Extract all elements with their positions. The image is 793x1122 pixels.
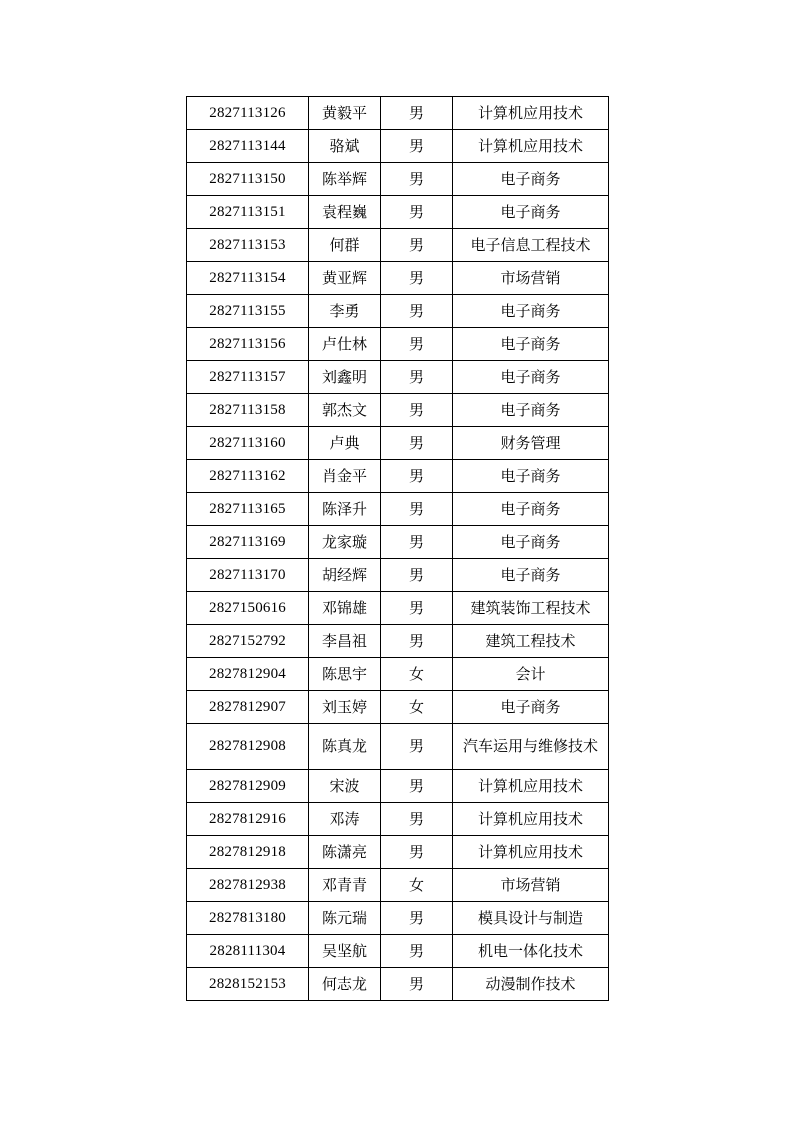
student-id-cell: 2827150616 (187, 592, 309, 625)
table-row (187, 460, 609, 493)
student-id-cell: 2827152792 (187, 625, 309, 658)
table-row (187, 493, 609, 526)
student-major-cell: 电子商务 (453, 361, 609, 394)
student-id-cell: 2827113126 (187, 97, 309, 130)
student-id-cell: 2828111304 (187, 935, 309, 968)
table-row (187, 770, 609, 803)
student-name-cell: 卢典 (309, 427, 381, 460)
table-row (187, 97, 609, 130)
student-id-cell: 2827113157 (187, 361, 309, 394)
table-row (187, 625, 609, 658)
table-row (187, 559, 609, 592)
student-major-cell: 电子商务 (453, 526, 609, 559)
student-id-cell: 2827113150 (187, 163, 309, 196)
student-name-cell: 邓涛 (309, 803, 381, 836)
student-major-cell: 电子商务 (453, 691, 609, 724)
student-name-cell: 陈举辉 (309, 163, 381, 196)
student-gender-cell: 男 (381, 803, 453, 836)
table-row (187, 130, 609, 163)
student-gender-cell: 男 (381, 295, 453, 328)
student-name-cell: 邓锦雄 (309, 592, 381, 625)
student-name-cell: 陈元瑞 (309, 902, 381, 935)
student-gender-cell: 男 (381, 196, 453, 229)
student-major-cell: 电子商务 (453, 559, 609, 592)
table-row (187, 196, 609, 229)
table-row (187, 658, 609, 691)
student-id-cell: 2827113162 (187, 460, 309, 493)
student-gender-cell: 男 (381, 493, 453, 526)
table-row (187, 163, 609, 196)
student-gender-cell: 男 (381, 770, 453, 803)
student-gender-cell: 女 (381, 691, 453, 724)
student-major-cell: 模具设计与制造 (453, 902, 609, 935)
table-row (187, 295, 609, 328)
student-name-cell: 李昌祖 (309, 625, 381, 658)
student-gender-cell: 男 (381, 130, 453, 163)
student-major-cell: 汽车运用与维修技术 (453, 724, 609, 770)
student-name-cell: 陈泽升 (309, 493, 381, 526)
student-id-cell: 2827812909 (187, 770, 309, 803)
student-gender-cell: 男 (381, 262, 453, 295)
student-major-cell: 电子商务 (453, 163, 609, 196)
student-id-cell: 2827113165 (187, 493, 309, 526)
student-name-cell: 陈思宇 (309, 658, 381, 691)
student-gender-cell: 男 (381, 902, 453, 935)
student-id-cell: 2827113169 (187, 526, 309, 559)
student-gender-cell: 男 (381, 460, 453, 493)
student-name-cell: 胡经辉 (309, 559, 381, 592)
student-name-cell: 陈潇亮 (309, 836, 381, 869)
student-major-cell: 电子商务 (453, 394, 609, 427)
table-row (187, 328, 609, 361)
student-major-cell: 电子商务 (453, 328, 609, 361)
student-name-cell: 吴坚航 (309, 935, 381, 968)
student-major-cell: 电子商务 (453, 460, 609, 493)
student-gender-cell: 男 (381, 935, 453, 968)
student-gender-cell: 男 (381, 427, 453, 460)
student-id-cell: 2827113156 (187, 328, 309, 361)
student-gender-cell: 男 (381, 97, 453, 130)
student-name-cell: 刘玉婷 (309, 691, 381, 724)
student-id-cell: 2827812916 (187, 803, 309, 836)
student-id-cell: 2827113158 (187, 394, 309, 427)
student-major-cell: 建筑工程技术 (453, 625, 609, 658)
student-name-cell: 卢仕林 (309, 328, 381, 361)
student-id-cell: 2827113144 (187, 130, 309, 163)
student-name-cell: 骆斌 (309, 130, 381, 163)
student-id-cell: 2828152153 (187, 968, 309, 1001)
student-major-cell: 会计 (453, 658, 609, 691)
student-id-cell: 2827113153 (187, 229, 309, 262)
student-id-cell: 2827113151 (187, 196, 309, 229)
student-major-cell: 机电一体化技术 (453, 935, 609, 968)
student-id-cell: 2827812938 (187, 869, 309, 902)
student-id-cell: 2827812904 (187, 658, 309, 691)
student-name-cell: 李勇 (309, 295, 381, 328)
student-major-cell: 电子信息工程技术 (453, 229, 609, 262)
student-major-cell: 电子商务 (453, 196, 609, 229)
student-id-cell: 2827113155 (187, 295, 309, 328)
student-name-cell: 刘鑫明 (309, 361, 381, 394)
student-name-cell: 邓青青 (309, 869, 381, 902)
student-name-cell: 宋波 (309, 770, 381, 803)
student-major-cell: 计算机应用技术 (453, 803, 609, 836)
table-row (187, 592, 609, 625)
table-row (187, 526, 609, 559)
student-name-cell: 黄亚辉 (309, 262, 381, 295)
table-row (187, 836, 609, 869)
student-gender-cell: 男 (381, 592, 453, 625)
student-name-cell: 黄毅平 (309, 97, 381, 130)
table-row (187, 869, 609, 902)
student-gender-cell: 男 (381, 526, 453, 559)
student-gender-cell: 男 (381, 229, 453, 262)
table-row (187, 691, 609, 724)
student-major-cell: 计算机应用技术 (453, 836, 609, 869)
student-gender-cell: 男 (381, 163, 453, 196)
student-id-cell: 2827113160 (187, 427, 309, 460)
student-id-cell: 2827113170 (187, 559, 309, 592)
table-row (187, 724, 609, 770)
student-gender-cell: 男 (381, 724, 453, 770)
student-gender-cell: 男 (381, 559, 453, 592)
table-row (187, 262, 609, 295)
student-gender-cell: 女 (381, 869, 453, 902)
student-major-cell: 计算机应用技术 (453, 130, 609, 163)
student-gender-cell: 男 (381, 968, 453, 1001)
student-gender-cell: 男 (381, 625, 453, 658)
student-major-cell: 建筑装饰工程技术 (453, 592, 609, 625)
table-row (187, 427, 609, 460)
student-major-cell: 动漫制作技术 (453, 968, 609, 1001)
student-major-cell: 电子商务 (453, 295, 609, 328)
student-roster-table (186, 96, 609, 1001)
student-major-cell: 市场营销 (453, 262, 609, 295)
table-row (187, 229, 609, 262)
student-name-cell: 袁程巍 (309, 196, 381, 229)
student-name-cell: 龙家璇 (309, 526, 381, 559)
table-row (187, 968, 609, 1001)
table-row (187, 394, 609, 427)
student-gender-cell: 男 (381, 836, 453, 869)
student-gender-cell: 女 (381, 658, 453, 691)
student-major-cell: 市场营销 (453, 869, 609, 902)
table-row (187, 902, 609, 935)
student-gender-cell: 男 (381, 328, 453, 361)
student-major-cell: 计算机应用技术 (453, 770, 609, 803)
student-id-cell: 2827812908 (187, 724, 309, 770)
student-id-cell: 2827812918 (187, 836, 309, 869)
table-row (187, 361, 609, 394)
student-major-cell: 财务管理 (453, 427, 609, 460)
table-row (187, 803, 609, 836)
student-gender-cell: 男 (381, 361, 453, 394)
table-row (187, 935, 609, 968)
student-major-cell: 计算机应用技术 (453, 97, 609, 130)
student-major-cell: 电子商务 (453, 493, 609, 526)
student-name-cell: 陈真龙 (309, 724, 381, 770)
student-name-cell: 何群 (309, 229, 381, 262)
student-name-cell: 肖金平 (309, 460, 381, 493)
student-gender-cell: 男 (381, 394, 453, 427)
student-id-cell: 2827813180 (187, 902, 309, 935)
student-name-cell: 郭杰文 (309, 394, 381, 427)
student-id-cell: 2827812907 (187, 691, 309, 724)
student-roster-body (187, 97, 609, 1001)
student-name-cell: 何志龙 (309, 968, 381, 1001)
student-id-cell: 2827113154 (187, 262, 309, 295)
